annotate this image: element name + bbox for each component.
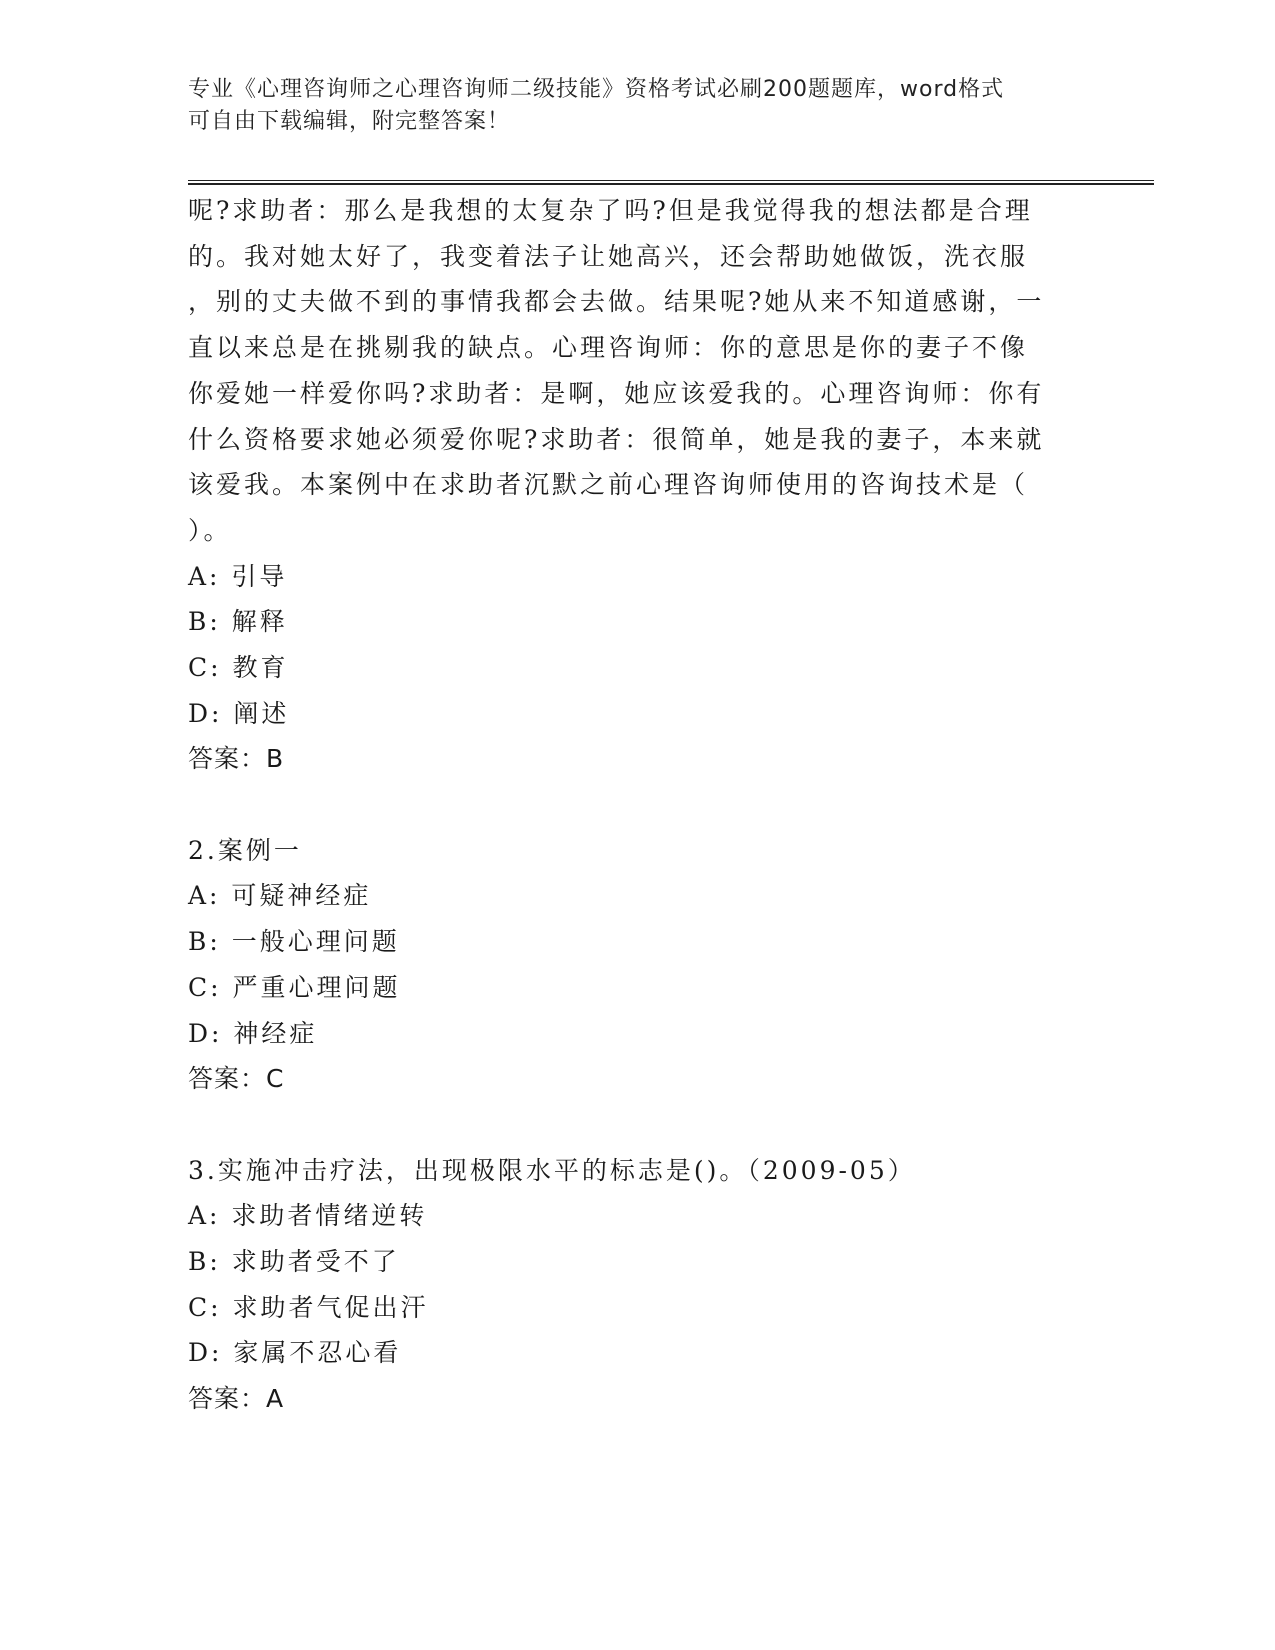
question-2-option-a: A: 可疑神经症: [188, 881, 372, 911]
question-1-text-line: ）。: [188, 515, 232, 545]
question-1-text-line: 什么资格要求她必须爱你呢?求助者：很简单，她是我的妻子，本来就: [188, 424, 1045, 454]
question-2: [188, 828, 1088, 1102]
question-2-option-b: B: 一般心理问题: [188, 927, 400, 957]
question-2-option-d: D: 神经症: [188, 1018, 318, 1048]
question-1-text-line: 呢?求助者：那么是我想的太复杂了吗?但是我觉得我的想法都是合理: [188, 196, 1033, 225]
document-header: [188, 74, 1068, 138]
question-3-title: 3.实施冲击疗法，出现极限水平的标志是()。（2009-05）: [188, 1155, 916, 1185]
question-1-option-c: C: 教育: [188, 653, 289, 682]
question-1-text-line: 你爱她一样爱你吗?求助者：是啊，她应该爱我的。心理咨询师：你有: [188, 378, 1045, 408]
question-2-option-c: C: 严重心理问题: [188, 972, 401, 1002]
question-1-answer: 答案：B: [188, 744, 285, 774]
question-3-option-a: A: 求助者情绪逆转: [188, 1201, 428, 1231]
question-1-text-line: 的。我对她太好了，我变着法子让她高兴，还会帮助她做饭，洗衣服: [188, 241, 1029, 271]
question-3-option-b: B: 求助者受不了: [188, 1246, 400, 1276]
header-divider: [188, 180, 1154, 185]
question-2-answer: 答案：C: [188, 1064, 285, 1094]
question-1-option-a: A: 引导: [188, 561, 288, 591]
question-1-option-d: D: 阐述: [188, 698, 290, 728]
spacer: [188, 1102, 1088, 1148]
question-3-option-c: C: 求助者气促出汗: [188, 1292, 429, 1322]
question-2-title: 2.案例一: [188, 835, 302, 865]
header-line-1: 专业《心理咨询师之心理咨询师二级技能》资格考试必刷200题题库，word格式: [188, 77, 1005, 102]
question-1: [188, 188, 1088, 782]
spacer: [188, 782, 1088, 828]
header-line-2: 可自由下载编辑，附完整答案！: [188, 109, 511, 134]
question-1-option-b: B: 解释: [188, 607, 288, 637]
question-3-answer: 答案：A: [188, 1384, 285, 1413]
question-1-text-line: ，别的丈夫做不到的事情我都会去做。结果呢?她从来不知道感谢，一: [188, 287, 1045, 317]
question-3: [188, 1148, 1088, 1422]
question-1-text-line: 该爱我。本案例中在求助者沉默之前心理咨询师使用的咨询技术是（: [188, 470, 1029, 500]
question-3-option-d: D: 家属不忍心看: [188, 1338, 402, 1368]
document-body: [188, 188, 1088, 1422]
question-1-text-line: 直以来总是在挑剔我的缺点。心理咨询师：你的意思是你的妻子不像: [188, 333, 1029, 363]
